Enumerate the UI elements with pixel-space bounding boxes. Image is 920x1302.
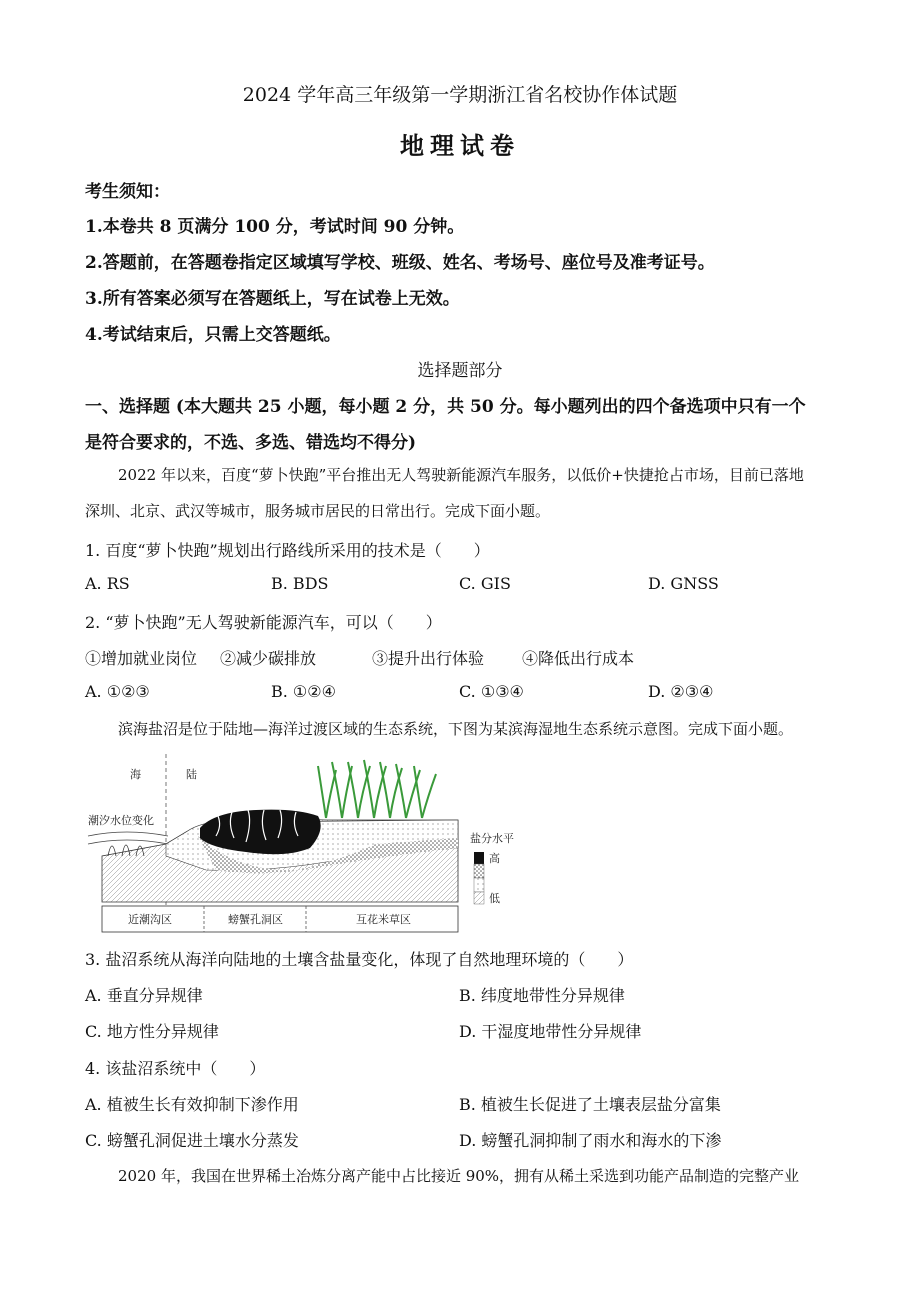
label-land: 陆 xyxy=(186,768,197,781)
section-instruction: 一、选择题 (本大题共 25 小题，每小题 2 分，共 50 分。每小题列出的四个备选项中只有一个 xyxy=(85,397,806,417)
exam-title: 2024 学年高三年级第一学期浙江省名校协作体试题 xyxy=(242,84,678,106)
question-stem: 3. 盐沼系统从海洋向陆地的土壤含盐量变化，体现了自然地理环境的（ ） xyxy=(85,950,634,969)
legend-title: 盐分水平 xyxy=(470,832,514,845)
legend-low: 低 xyxy=(489,892,500,905)
answer-option: D. 干湿度地带性分异规律 xyxy=(459,1022,642,1041)
legend-swatch-high xyxy=(474,852,484,864)
notice-item: 1.本卷共 8 页满分 100 分，考试时间 90 分钟。 xyxy=(85,217,465,237)
notice-item: 4.考试结束后，只需上交答题纸。 xyxy=(85,325,341,345)
answer-option: C. 螃蟹孔洞促进土壤水分蒸发 xyxy=(85,1131,299,1150)
answer-option: C. GIS xyxy=(459,574,511,593)
answer-option: A. 垂直分异规律 xyxy=(85,986,203,1005)
tide-line xyxy=(88,840,168,844)
answer-option: D. 螃蟹孔洞抑制了雨水和海水的下渗 xyxy=(459,1131,722,1150)
statement-item: ②减少碳排放 xyxy=(220,649,317,668)
zone-label: 互花米草区 xyxy=(356,913,411,926)
subject-title: 地理试卷 xyxy=(400,131,520,160)
answer-option: B. 纬度地带性分异规律 xyxy=(459,986,625,1005)
salt-marsh-diagram xyxy=(86,752,526,938)
statement-item: ①增加就业岗位 xyxy=(85,649,198,668)
question-stem: 1. 百度“萝卜快跑”规划出行路线所采用的技术是（ ） xyxy=(85,541,490,560)
question-stem: 2. “萝卜快跑”无人驾驶新能源汽车，可以（ ） xyxy=(85,613,442,632)
answer-option: A. ①②③ xyxy=(85,682,150,701)
section-instruction: 是符合要求的，不选、多选、错选均不得分) xyxy=(85,433,417,453)
answer-option: B. BDS xyxy=(271,574,329,593)
question-stem: 4. 该盐沼系统中（ ） xyxy=(85,1059,266,1078)
answer-option: C. ①③④ xyxy=(459,682,524,701)
notice-item: 2.答题前，在答题卷指定区域填写学校、班级、姓名、考场号、座位号及准考证号。 xyxy=(85,253,715,273)
statement-item: ③提升出行体验 xyxy=(372,649,485,668)
spartina-grass xyxy=(318,760,436,818)
legend-swatch-low xyxy=(474,892,484,904)
passage-text: 深圳、北京、武汉等城市，服务城市居民的日常出行。完成下面小题。 xyxy=(85,502,551,520)
answer-option: D. ②③④ xyxy=(648,682,714,701)
answer-option: D. GNSS xyxy=(648,574,719,593)
zone-label: 近潮沟区 xyxy=(128,913,172,926)
answer-option: C. 地方性分异规律 xyxy=(85,1022,219,1041)
answer-option: B. 植被生长促进了土壤表层盐分富集 xyxy=(459,1095,721,1114)
legend-high: 高 xyxy=(489,852,500,865)
passage-text: 滨海盐沼是位于陆地—海洋过渡区域的生态系统，下图为某滨海湿地生态系统示意图。完成下面小题。 xyxy=(118,720,794,738)
passage-text: 2020 年，我国在世界稀土冶炼分离产能中占比接近 90%，拥有从稀土采选到功能产品制造的完整产业 xyxy=(118,1167,800,1185)
answer-option: B. ①②④ xyxy=(271,682,336,701)
answer-option: A. 植被生长有效抑制下渗作用 xyxy=(85,1095,299,1114)
statement-item: ④降低出行成本 xyxy=(522,649,635,668)
label-tide: 潮汐水位变化 xyxy=(88,814,154,827)
notice-item: 3.所有答案必须写在答题纸上，写在试卷上无效。 xyxy=(85,289,460,309)
zone-label: 螃蟹孔洞区 xyxy=(228,913,283,926)
label-sea: 海 xyxy=(130,768,141,781)
answer-option: A. RS xyxy=(85,574,130,593)
section-title: 选择题部分 xyxy=(417,361,503,381)
tide-line xyxy=(88,832,168,836)
notice-heading: 考生须知： xyxy=(85,182,170,202)
passage-text: 2022 年以来，百度“萝卜快跑”平台推出无人驾驶新能源汽车服务，以低价+快捷抢占市场，目前已落地 xyxy=(118,466,804,484)
